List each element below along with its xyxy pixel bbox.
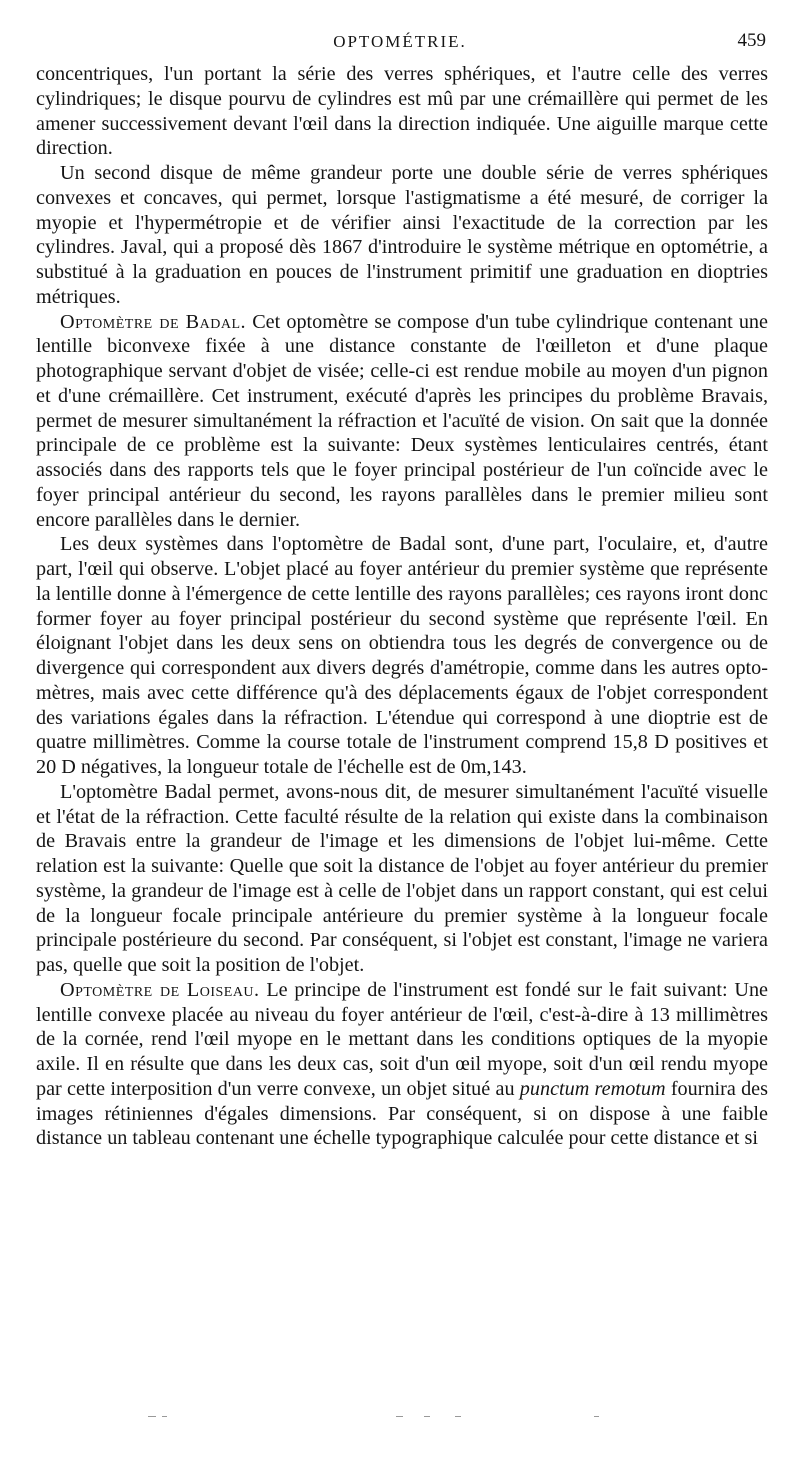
paragraph-continuation xyxy=(36,62,768,161)
section-lead-badal: Optomètre de Badal. xyxy=(60,310,247,333)
paragraph-acuity xyxy=(36,780,768,978)
paragraph-badal-optometer xyxy=(36,310,768,533)
paragraph-text: Les deux systèmes dans l'optomètre de Badal sont, d'une part, l'oculaire, et, d'autre part, l'œil qui observe. L'objet placé au foyer antérieur du premier système que représente la lentille donne à l'émergence de cette lentille des rayons parallèles; ces rayons iront donc former foyer au foyer principal postérieur du second système que représente l'œil. En éloignant l'objet dans les deux sens on obtiendra tous les degrés de convergence ou de divergence qui correspondent aux divers degrés d'amétropie, comme dans les autres optomètres, mais avec cette différence qu'à des déplacements égaux de l'objet correspondent des variations égales dans la réfraction. L'étendue qui correspond à une dioptrie est de quatre millimètres. Comme la course totale de l'instrument comprend 15,8 D positives et 20 D négatives, la longueur totale de l'échelle est de 0m,143. xyxy=(36,533,768,778)
running-title: OPTOMÉTRIE. xyxy=(333,32,467,51)
paragraph-text: fournira des images rétiniennes d'égales dimensions. Par conséquent, si on dispose à une faible distance un tableau contenant une échelle typographique calculée pour cette distance et si xyxy=(36,1077,768,1150)
paragraph-loiseau-optometer xyxy=(36,978,768,1151)
running-header xyxy=(0,30,800,58)
paragraph-text: Un second disque de même grandeur porte une double série de verres sphériques convexes et concaves, qui permet, lorsque l'astigmatisme a été mesuré, de corriger la myopie et l'hypermétropie et de vérifier ainsi l'exactitude de la correction par les cylindres. Javal, qui a proposé dès 1867 d'introduire le système métrique en optométrie, a substitué à la graduation en pouces de l'instrument primitif une graduation en dioptries métriques. xyxy=(36,162,768,308)
paragraph-second-disc xyxy=(36,161,768,310)
paragraph-two-systems xyxy=(36,532,768,780)
paragraph-text: L'optomètre Badal permet, avons-nous dit, de mesurer simultanément l'acuïté visuelle et l'état de la réfraction. Cette faculté résulte de la relation qui existe dans la combinaison de Bravais entre la grandeur de l'image et les dimensions de l'objet lui-même. Cette relation est la suivante: Quelle que soit la distance de l'objet au foyer antérieur du premier système, la grandeur de l'image est à celle de l'objet dans un rapport constant, qui est celui de la longueur focale principale antérieure du premier système à la longueur focale principale postérieure du second. Par conséquent, si l'objet est constant, l'image ne variera pas, quelle que soit la position de l'objet. xyxy=(36,780,768,976)
paragraph-text: Le principe de l'instrument est fondé sur le fait suivant: Une lentille convexe placée au niveau du foyer antérieur de l'œil, c'est-à-dire à 13 millimètres de la cornée, rend l'œil myope en le mettant dans les conditions optiques de la myopie axile. Il en résulte que dans les deux cas, soit d'un œil myope, soit d'un œil rendu myope par cette interposition d'un verre convexe, un objet situé au xyxy=(36,978,768,1100)
scan-specks xyxy=(0,1416,800,1426)
paragraph-text: concentriques, l'un portant la série des verres sphériques, et l'autre celle des verres cylindriques; le disque pourvu de cylindres est mû par une crémaillère qui permet de les amener successivement devant l'œil dans la direction indiquée. Une aiguille marque cette direction. xyxy=(36,63,768,160)
body-text xyxy=(36,62,768,1151)
paragraph-text: Cet optomètre se compose d'un tube cylindrique contenant une lentille biconvexe fixée à une distance constante de l'œilleton et d'une plaque photographique servant d'objet de visée; celle-ci est rendue mobile au moyen d'un pignon et d'une crémaillère. Cet instrument, exécuté d'après les principes du problème Bravais, permet de mesurer simultanément la réfraction et l'acuïté de vision. On sait que la donnée principale de ce problème est la suivante: Deux systèmes lenticulaires centrés, étant associés dans des rapports tels que le foyer principal postérieur de l'un coïncide avec le foyer principal antérieur du second, les rayons parallèles dans le premier milieu sont encore parallèles dans le dernier. xyxy=(36,310,768,531)
section-lead-loiseau: Optomètre de Loiseau. xyxy=(60,978,260,1001)
latin-term: punctum remotum xyxy=(519,1077,666,1100)
page-number: 459 xyxy=(737,30,766,51)
